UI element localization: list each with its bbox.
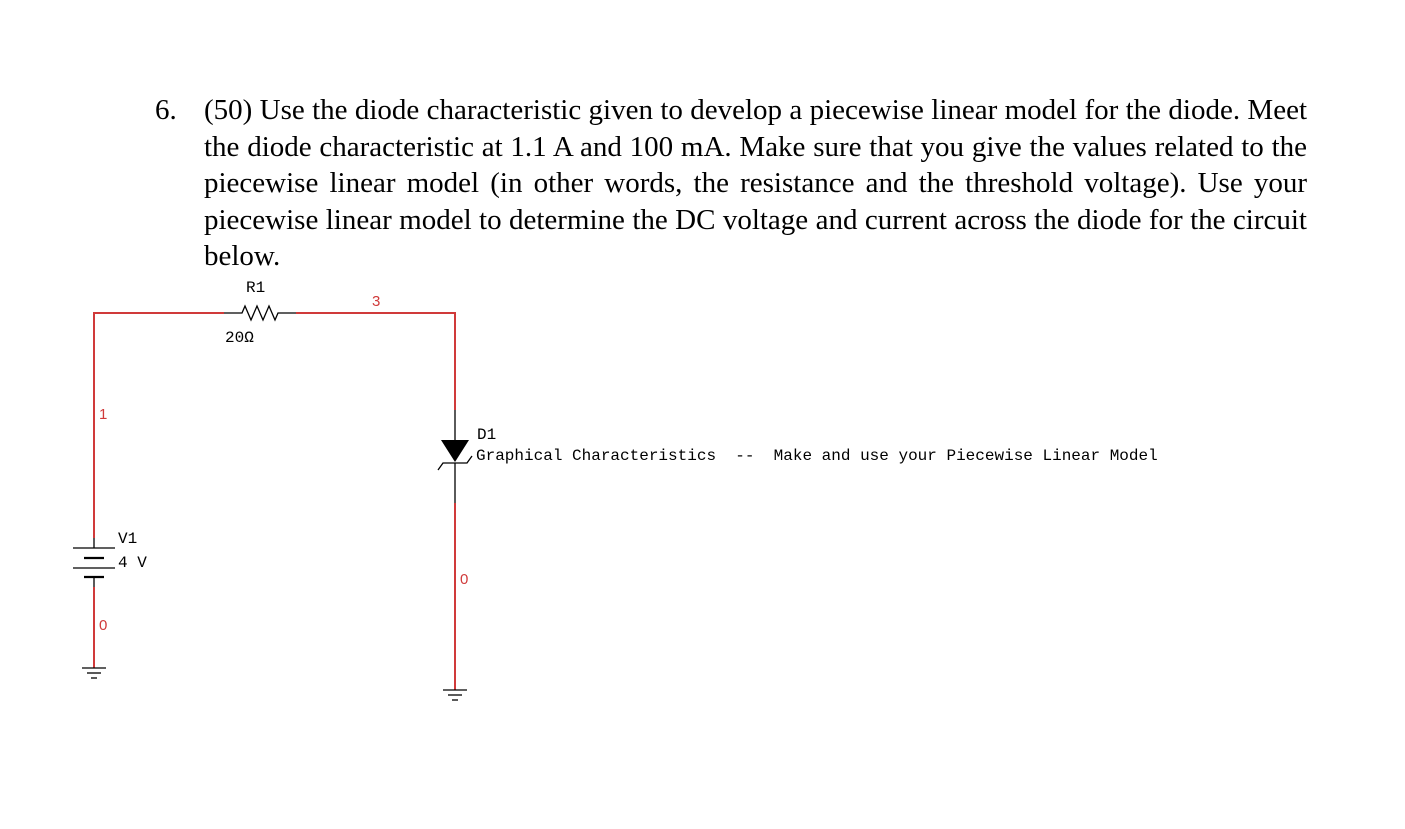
ground-icon bbox=[443, 690, 467, 700]
dc-source-v1 bbox=[73, 538, 115, 587]
ground-icon bbox=[82, 668, 106, 678]
resistor-zigzag bbox=[224, 306, 296, 320]
node-label-top: 3 bbox=[372, 293, 381, 310]
source-ref-label: V1 bbox=[118, 530, 138, 548]
resistor-value-label: 20Ω bbox=[225, 329, 254, 347]
diode-d1 bbox=[438, 410, 472, 503]
resistor-r1 bbox=[224, 306, 296, 320]
wire-left-top bbox=[94, 313, 224, 538]
node-label-left: 1 bbox=[99, 406, 108, 423]
circuit-wires bbox=[94, 313, 455, 690]
problem-number: 6. bbox=[155, 94, 177, 126]
problem-text: (50) Use the diode characteristic given to develop a piecewise linear model for the diode. Meet the diode characteristic at 1.1 A and 100 mA. Make sure that you give the values related to the piecewise linear model (in other words, the resistance and the threshold voltage). Use your piecewise linear model to determine the DC voltage and current across the diode for the circuit below. bbox=[204, 94, 1307, 272]
diode-model-label: Graphical Characteristics -- Make and use your Piecewise Linear Model bbox=[476, 447, 1158, 465]
diode-triangle bbox=[441, 440, 469, 462]
source-value-label: 4 V bbox=[118, 554, 147, 572]
node-label-diode-bottom: 0 bbox=[460, 571, 469, 588]
node-label-source-bottom: 0 bbox=[99, 617, 108, 634]
resistor-ref-label: R1 bbox=[246, 279, 266, 297]
diode-ref-label: D1 bbox=[477, 426, 497, 444]
wire-top-right bbox=[296, 313, 455, 410]
